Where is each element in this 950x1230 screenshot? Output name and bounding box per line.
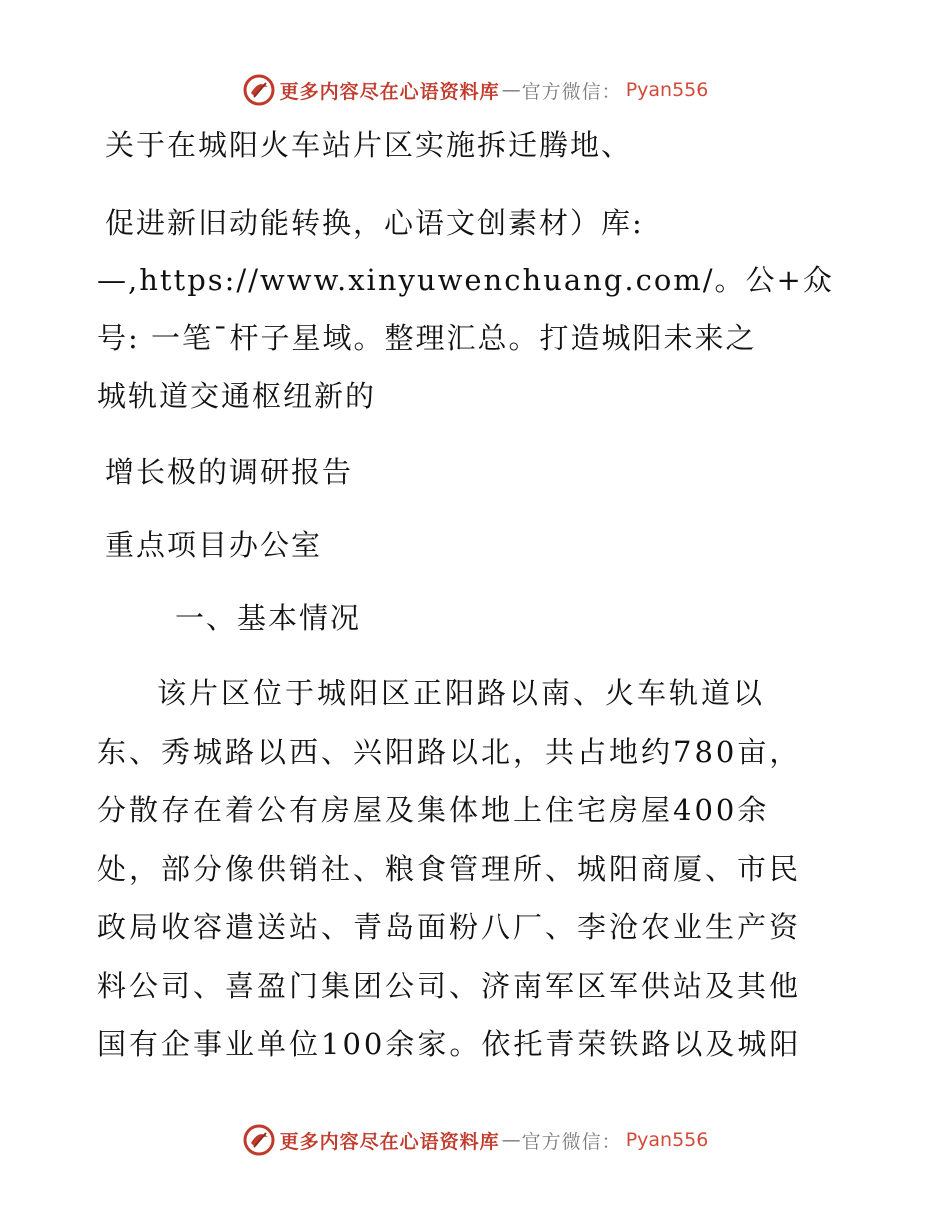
paragraph-line-5: 政局收容遣送站、青岛面粉八厂、李沧农业生产资 bbox=[97, 910, 802, 944]
swirl-logo-icon bbox=[242, 73, 276, 107]
body-line-5: 城轨道交通枢纽新的 bbox=[97, 379, 377, 413]
watermark-account: Pyan556 bbox=[625, 1129, 709, 1151]
watermark-banner-bottom bbox=[0, 1120, 950, 1160]
body-line-2: 促进新旧动能转换，心语文创素材）库: bbox=[105, 206, 644, 240]
watermark-text: 更多内容尽在心语资料库 bbox=[279, 80, 500, 103]
paragraph-line-2: 东、秀城路以西、兴阳路以北，共占地约780亩， bbox=[97, 735, 802, 769]
body-line-4: 号: 一笔¯杆子星域。整理汇总。打造城阳未来之 bbox=[97, 321, 757, 355]
watermark-account: Pyan556 bbox=[625, 79, 709, 101]
body-line-1: 关于在城阳火车站片区实施拆迁腾地、 bbox=[105, 128, 633, 162]
body-line-3: —,https://www.xinyuwenchuang.com/。公+众 bbox=[97, 263, 834, 297]
watermark-label: 官方微信： bbox=[521, 80, 622, 103]
swirl-logo-icon bbox=[242, 1123, 276, 1157]
section-heading: 一、基本情况 bbox=[175, 601, 362, 635]
report-title: 增长极的调研报告 bbox=[105, 455, 354, 489]
paragraph-line-4: 处，部分像供销社、粮食管理所、城阳商厦、市民 bbox=[97, 852, 802, 886]
paragraph-line-6: 料公司、喜盈门集团公司、济南军区军供站及其他 bbox=[97, 969, 802, 1003]
watermark-dash: — bbox=[501, 1129, 520, 1151]
watermark-text: 更多内容尽在心语资料库 bbox=[279, 1130, 500, 1153]
paragraph-line-1: 该片区位于城阳区正阳路以南、火车轨道以 bbox=[157, 676, 766, 710]
office-name: 重点项目办公室 bbox=[105, 528, 323, 562]
watermark-banner-top bbox=[0, 70, 950, 110]
watermark-dash: — bbox=[501, 79, 520, 101]
paragraph-line-3: 分散存在着公有房屋及集体地上住宅房屋400余 bbox=[97, 793, 770, 827]
watermark-label: 官方微信： bbox=[521, 1130, 622, 1153]
paragraph-line-7: 国有企事业单位100余家。依托青荣铁路以及城阳 bbox=[97, 1027, 802, 1061]
